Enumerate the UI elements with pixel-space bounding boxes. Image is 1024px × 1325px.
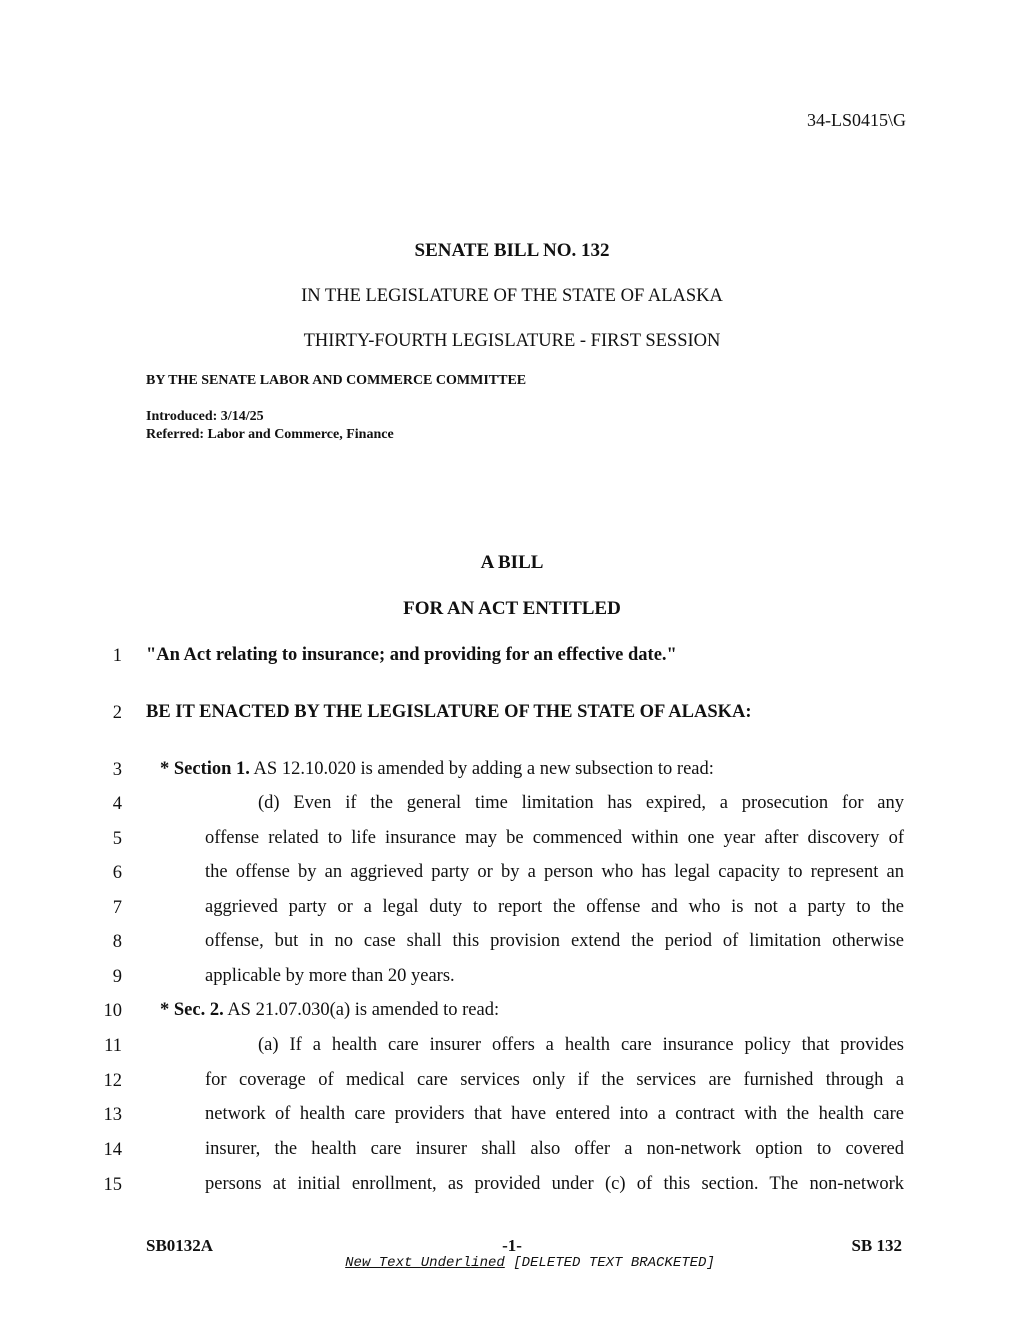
session-line: THIRTY-FOURTH LEGISLATURE - FIRST SESSION — [303, 331, 721, 351]
line-number: 4 — [112, 794, 122, 814]
section-label: * Sec. 2. — [160, 1000, 224, 1020]
line-number: 7 — [112, 898, 122, 918]
referred-committees: Referred: Labor and Commerce, Finance — [146, 427, 394, 442]
for-an-act-heading: FOR AN ACT ENTITLED — [403, 598, 621, 619]
legislature-line: IN THE LEGISLATURE OF THE STATE OF ALASKA — [301, 286, 723, 306]
bill-text-line: insurer, the health care insurer shall also offer a non-network option to covered — [205, 1139, 904, 1159]
line-number: 10 — [103, 1001, 122, 1021]
line-number: 1 — [112, 646, 122, 666]
line-number: 14 — [103, 1140, 122, 1160]
legend-new-text: New Text Underlined — [345, 1255, 505, 1271]
bill-text-line: applicable by more than 20 years. — [205, 966, 455, 986]
document-id: 34-LS0415\G — [807, 110, 906, 130]
formatting-legend — [0, 1255, 1024, 1271]
line-number: 9 — [112, 967, 122, 987]
bill-title: SENATE BILL NO. 132 — [414, 240, 610, 261]
section-2-heading — [160, 998, 499, 1022]
bill-text-line: offense related to life insurance may be commenced within one year after discovery of — [205, 828, 904, 848]
introduced-date: Introduced: 3/14/25 — [146, 409, 264, 424]
line-number: 12 — [103, 1071, 122, 1091]
page-number: -1- — [502, 1236, 522, 1255]
section-text: AS 12.10.020 is amended by adding a new subsection to read: — [249, 759, 714, 779]
line-number: 13 — [103, 1105, 122, 1125]
bill-text-line: (a) If a health care insurer offers a health care insurance policy that provides — [258, 1035, 904, 1055]
line-number: 6 — [112, 863, 122, 883]
legend-deleted-text: [DELETED TEXT BRACKETED] — [513, 1255, 715, 1271]
section-text: AS 21.07.030(a) is amended to read: — [223, 1000, 500, 1020]
bill-text-line: for coverage of medical care services only if the services are furnished through a — [205, 1070, 904, 1090]
line-number: 3 — [112, 760, 122, 780]
bill-text-line: (d) Even if the general time limitation has expired, a prosecution for any — [258, 793, 904, 813]
footer-bill-code: SB0132A — [146, 1236, 214, 1255]
act-title: "An Act relating to insurance; and providing for an effective date." — [146, 645, 677, 665]
bill-text-line: network of health care providers that have entered into a contract with the health care — [205, 1104, 904, 1124]
line-number: 2 — [112, 703, 122, 723]
a-bill-heading: A BILL — [480, 552, 544, 573]
enacting-clause: BE IT ENACTED BY THE LEGISLATURE OF THE STATE OF ALASKA: — [146, 702, 752, 722]
line-number: 8 — [112, 932, 122, 952]
line-number: 11 — [104, 1036, 122, 1056]
line-number: 15 — [103, 1175, 122, 1195]
bill-text-line: the offense by an aggrieved party or by a person who has legal capacity to represent an — [205, 862, 904, 882]
line-number: 5 — [112, 829, 122, 849]
section-label: * Section 1. — [160, 759, 250, 779]
section-1-heading — [160, 757, 714, 781]
bill-text-line: aggrieved party or a legal duty to report the offense and who is not a party to the — [205, 897, 904, 917]
sponsor-line: BY THE SENATE LABOR AND COMMERCE COMMITTEE — [146, 373, 527, 388]
bill-text-line: persons at initial enrollment, as provided under (c) of this section. The non-network — [205, 1174, 904, 1194]
bill-text-line: offense, but in no case shall this provision extend the period of limitation otherwise — [205, 931, 904, 951]
footer-bill-number: SB 132 — [851, 1236, 902, 1255]
